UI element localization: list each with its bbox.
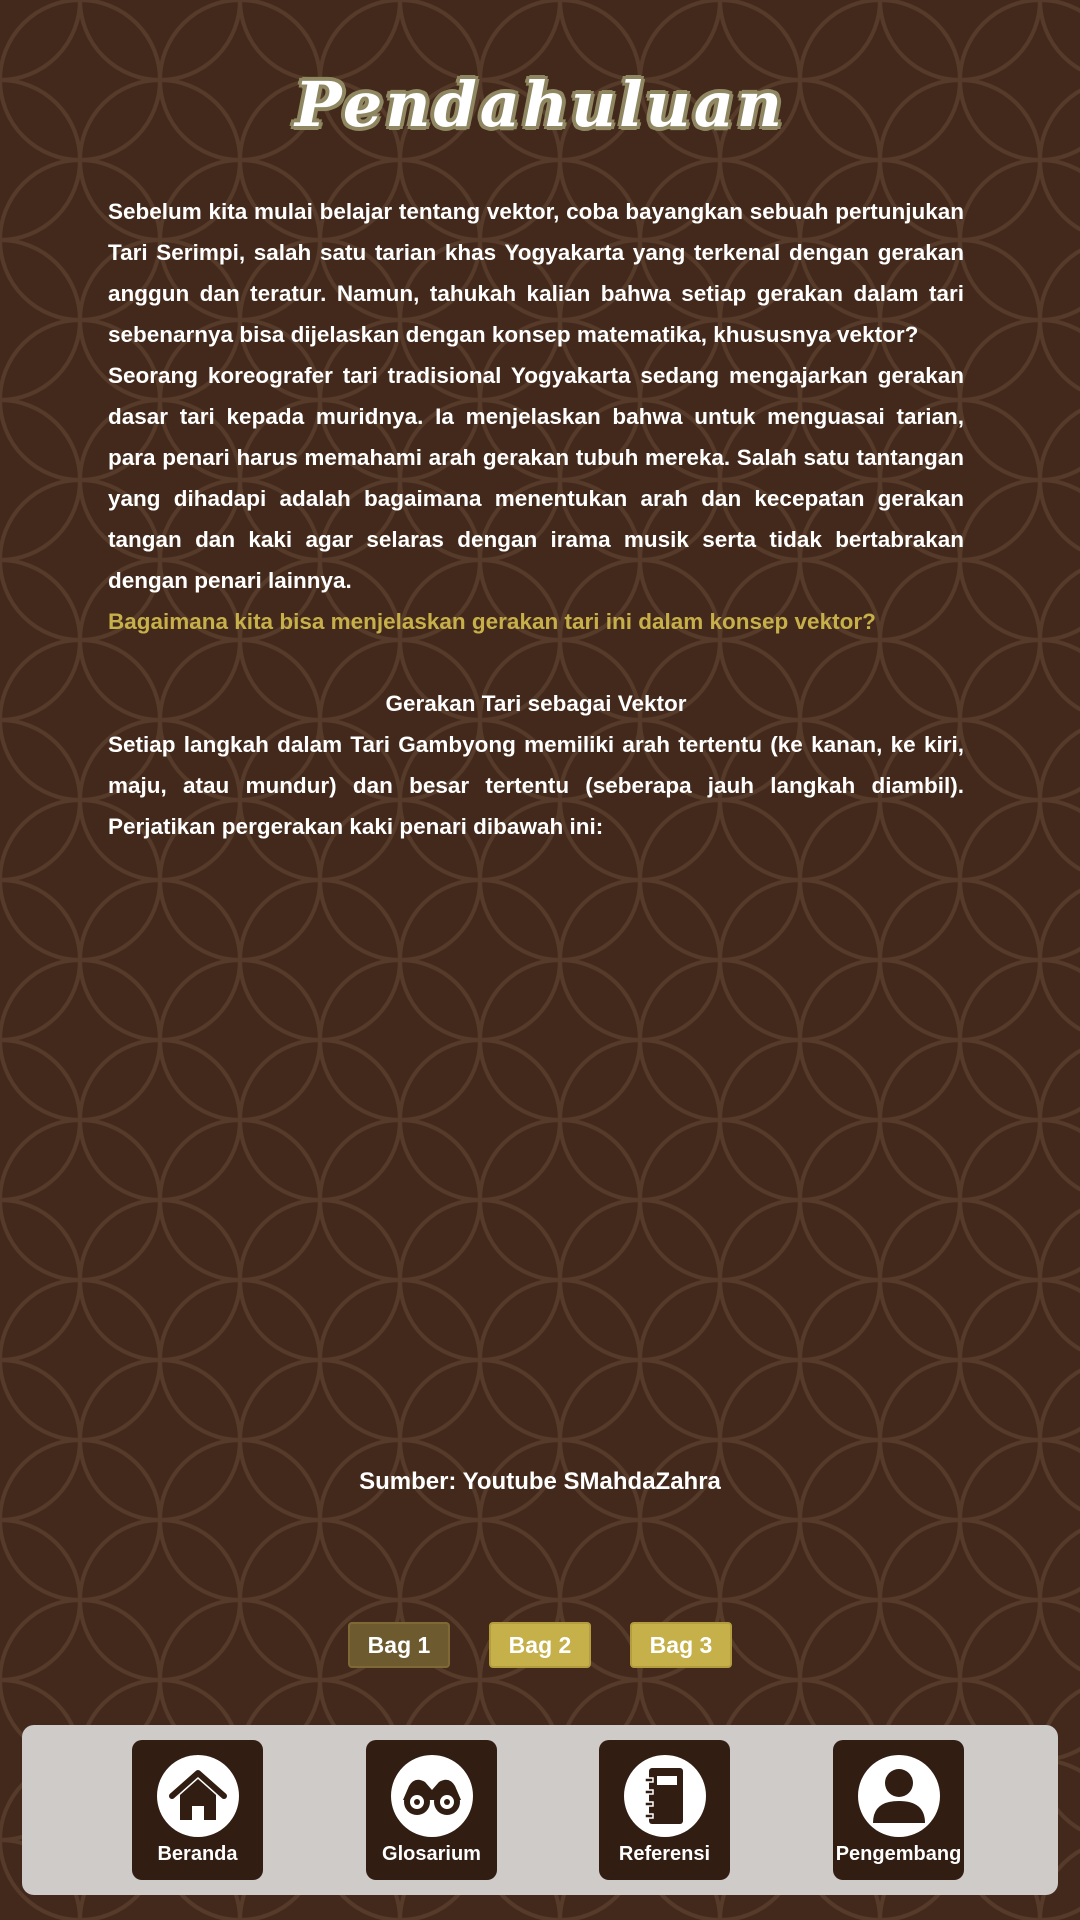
- section-body: Setiap langkah dalam Tari Gambyong memiliki arah tertentu (ke kanan, ke kiri, maju, atau mundur) dan besar tertentu (seberapa jauh langkah diambil). Perjatikan pergerakan kaki penari dibawah ini:: [108, 732, 964, 839]
- content-area: [108, 191, 964, 1467]
- nav-glosarium[interactable]: [366, 1740, 497, 1880]
- media-source: Sumber: Youtube SMahdaZahra: [359, 1468, 721, 1495]
- pager-bag-2[interactable]: Bag 2: [489, 1622, 591, 1668]
- pager-bag-1[interactable]: Bag 1: [348, 1622, 450, 1668]
- nav-beranda[interactable]: [132, 1740, 263, 1880]
- user-icon: [858, 1755, 940, 1837]
- page-title: Pendahuluan: [294, 68, 786, 141]
- pager-bag-3[interactable]: Bag 3: [630, 1622, 732, 1668]
- nav-label-beranda: Beranda: [157, 1843, 238, 1865]
- nav-referensi[interactable]: [599, 1740, 730, 1880]
- intro-question: Bagaimana kita bisa menjelaskan gerakan tari ini dalam konsep vektor?: [108, 609, 876, 634]
- intro-paragraph-2: Seorang koreografer tari tradisional Yogyakarta sedang mengajarkan gerakan dasar tari kepada muridnya. Ia menjelaskan bahwa untuk menguasai tarian, para penari harus memahami arah gerakan tubuh mereka. Salah satu tantangan yang dihadapi adalah bagaimana menentukan arah dan kecepatan gerakan tangan dan kaki agar selaras dengan irama musik serta tidak bertabrakan dengan penari lainnya.: [108, 363, 964, 593]
- video-area[interactable]: [108, 847, 964, 1467]
- nav-pengembang[interactable]: [833, 1740, 964, 1880]
- section-title: Gerakan Tari sebagai Vektor: [385, 691, 687, 716]
- notebook-icon: [624, 1755, 706, 1837]
- nav-label-glosarium: Glosarium: [382, 1843, 481, 1865]
- binoculars-icon: [391, 1755, 473, 1837]
- nav-label-referensi: Referensi: [618, 1843, 711, 1865]
- nav-label-pengembang: Pengembang: [835, 1843, 962, 1865]
- bottom-navigation: [22, 1725, 1058, 1895]
- home-icon: [157, 1755, 239, 1837]
- intro-paragraph-1: Sebelum kita mulai belajar tentang vektor, coba bayangkan sebuah pertunjukan Tari Serimpi, salah satu tarian khas Yogyakarta yang terkenal dengan gerakan anggun dan teratur. Namun, tahukah kalian bahwa setiap gerakan dalam tari sebenarnya bisa dijelaskan dengan konsep matematika, khususnya vektor?: [108, 199, 964, 347]
- section-pager: [0, 1622, 1080, 1668]
